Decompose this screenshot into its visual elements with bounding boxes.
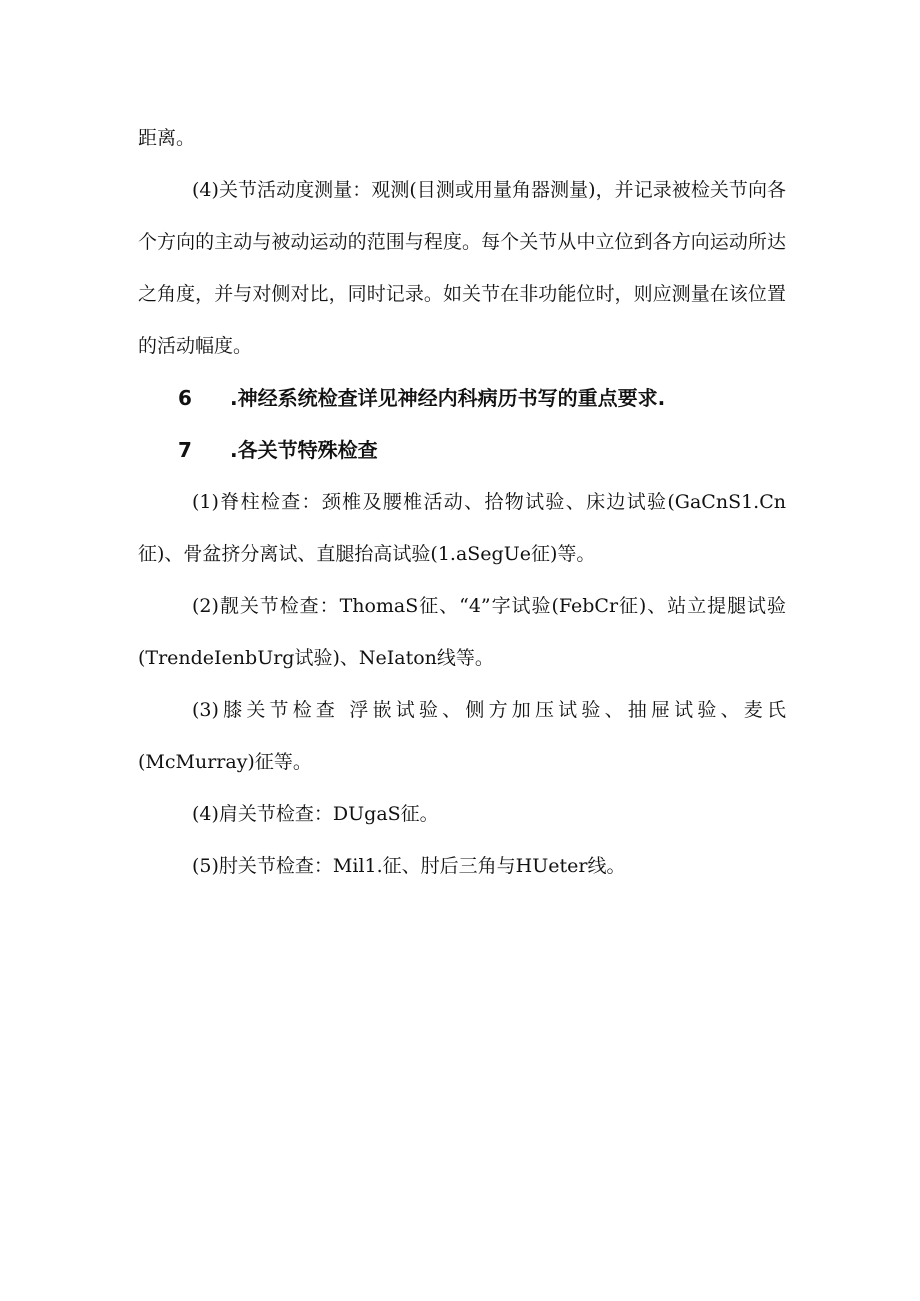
paragraph-distance: 距离。 <box>138 127 196 149</box>
section-heading-6 <box>138 372 786 424</box>
section-number: 7 <box>178 438 192 462</box>
section-number: 6 <box>178 386 192 410</box>
paragraph-shoulder-exam: (4)肩关节检查：DUgaS征。 <box>192 803 439 825</box>
paragraph-spine-exam: (1)脊柱检查：颈椎及腰椎活动、拾物试验、床边试验(GaCnS1.Cn征)、骨盆挤分离试、直腿抬高试验(1.aSegUe征)等。 <box>138 491 786 565</box>
section-heading-7 <box>138 424 786 476</box>
paragraph-elbow-exam: (5)肘关节检查：Mil1.征、肘后三角与HUeter线。 <box>192 855 626 877</box>
document-body <box>138 112 786 892</box>
paragraph-hip-exam: (2)靓关节检查：ThomaS征、“4”字试验(FebCr征)、站立提腿试验(TrendeIenbUrg试验)、NeIaton线等。 <box>138 595 786 669</box>
section-title: .各关节特殊检查 <box>230 438 378 462</box>
paragraph-knee-exam: (3)膝关节检查 浮嵌试验、侧方加压试验、抽屉试验、麦氏(McMurray)征等。 <box>138 699 786 773</box>
paragraph-joint-range-measurement: (4)关节活动度测量：观测(目测或用量角器测量)，并记录被检关节向各个方向的主动与被动运动的范围与程度。每个关节从中立位到各方向运动所达之角度，并与对侧对比，同时记录。如关节在非功能位时，则应测量在该位置的活动幅度。 <box>138 179 786 357</box>
section-title: .神经系统检查详见神经内科病历书写的重点要求. <box>230 386 666 410</box>
